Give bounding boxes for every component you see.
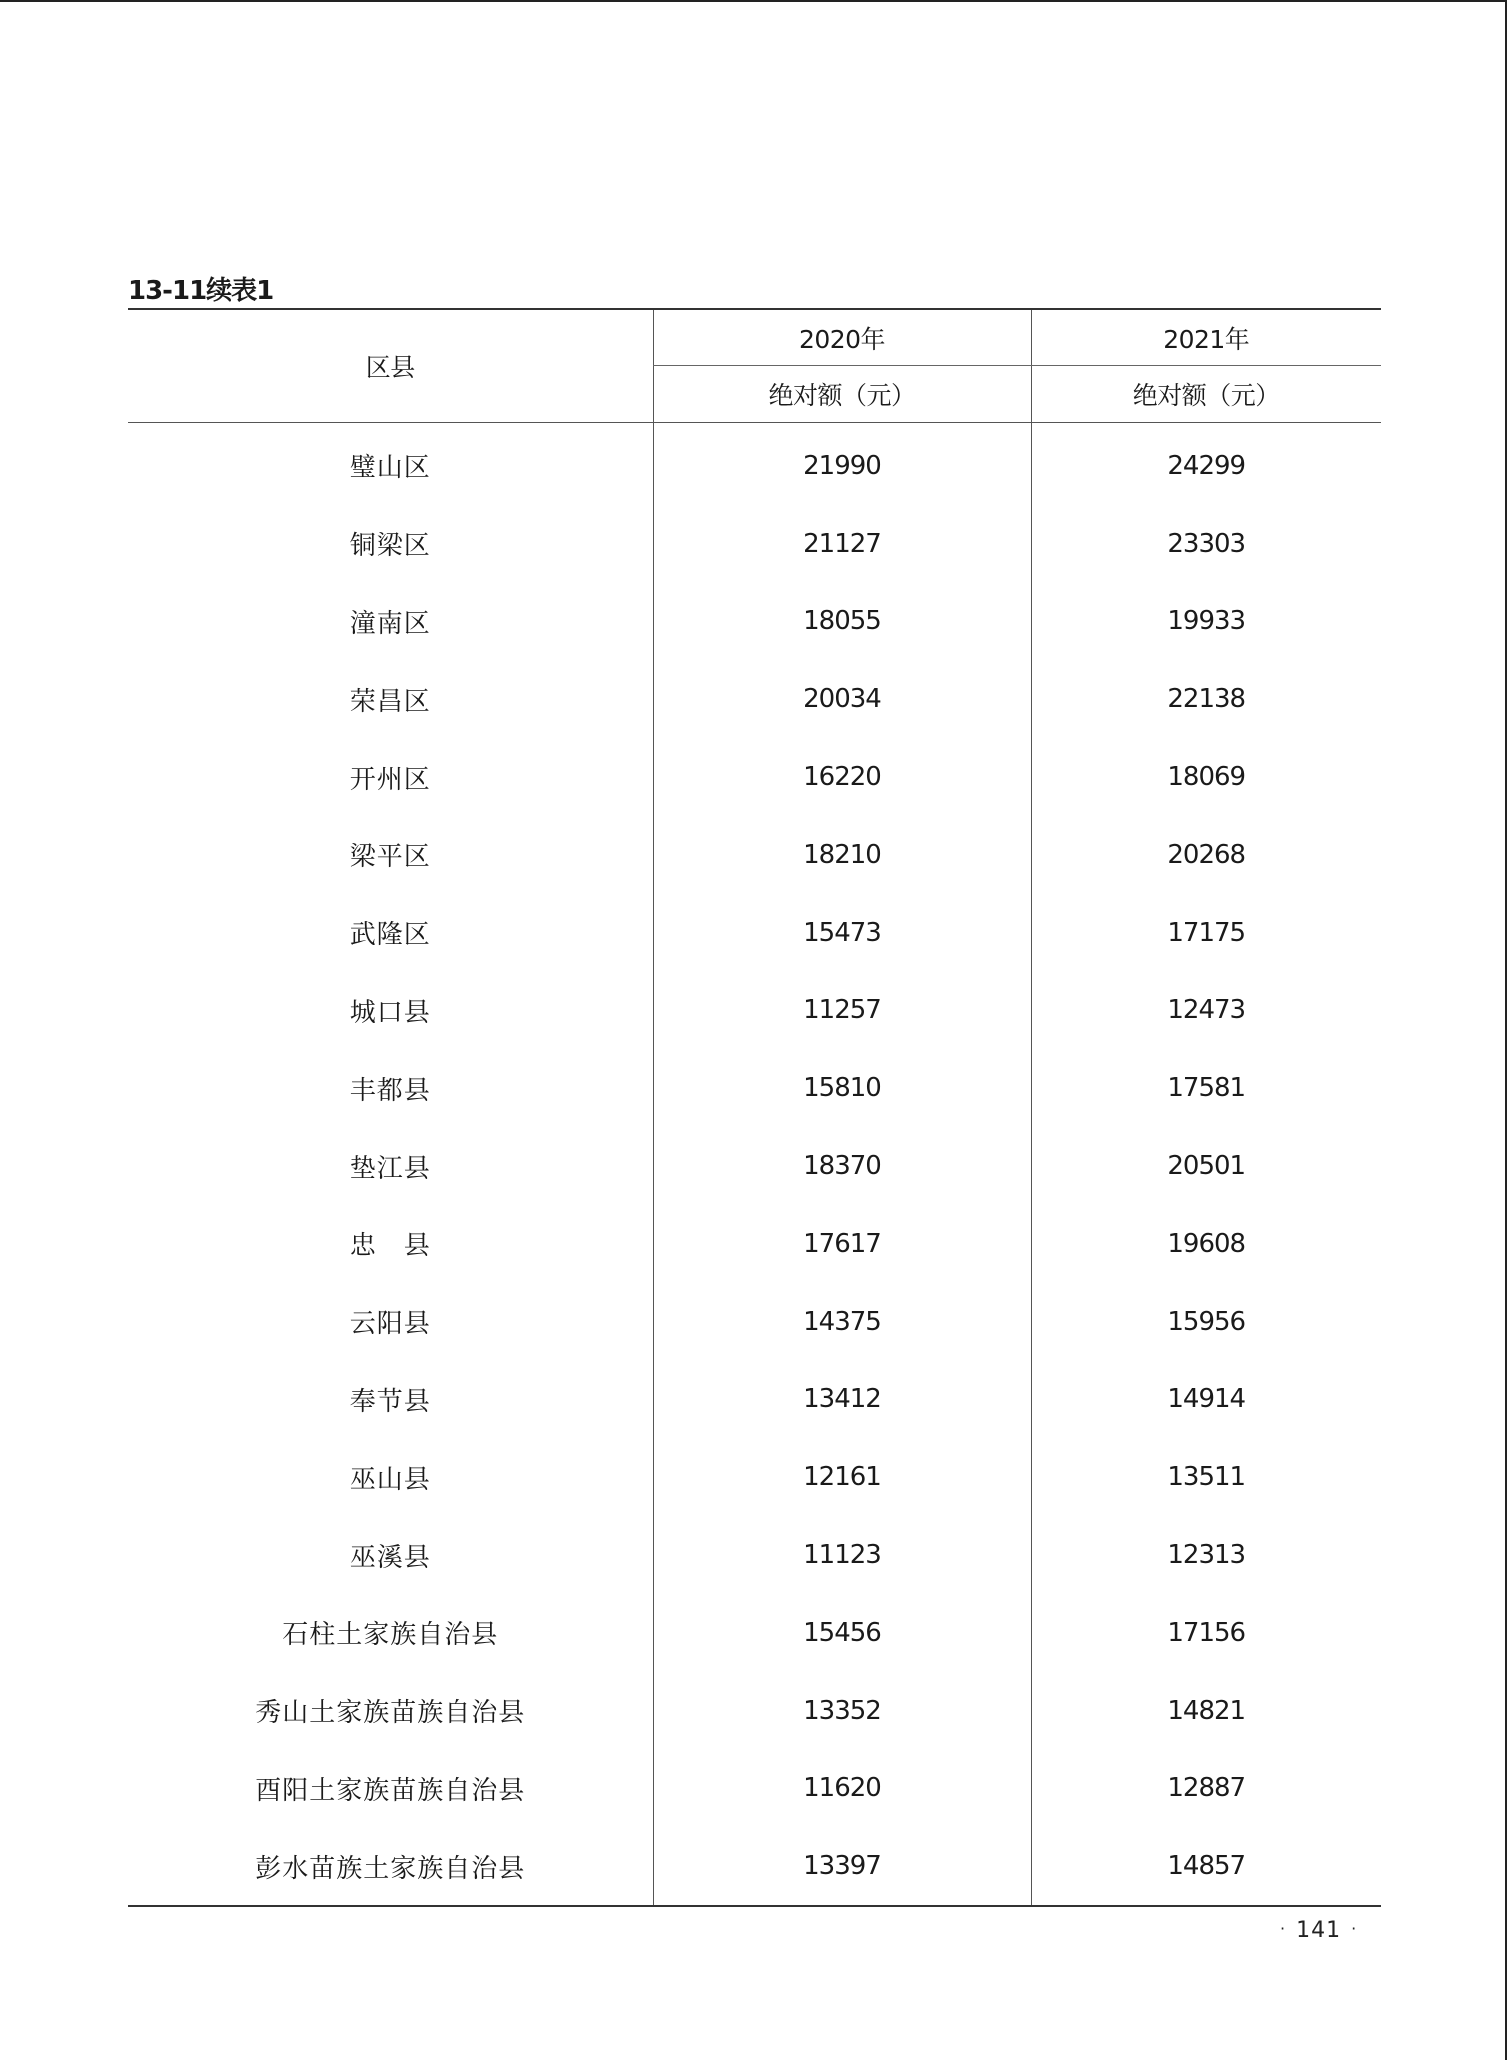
table-row xyxy=(128,423,1381,505)
value-2020-cell: 18210 xyxy=(653,816,1031,894)
region-name-cell: 璧山区 xyxy=(349,453,431,484)
value-2020-cell: 13352 xyxy=(653,1672,1031,1750)
value-2021-cell: 20501 xyxy=(1031,1127,1381,1205)
value-2021-cell: 17581 xyxy=(1031,1049,1381,1127)
table-row xyxy=(128,1361,1381,1439)
region-name-cell: 开州区 xyxy=(349,764,431,795)
value-2021-cell: 14914 xyxy=(1031,1361,1381,1439)
table-row xyxy=(128,1205,1381,1283)
region-name-cell: 巫溪县 xyxy=(349,1542,431,1573)
region-name-cell: 荣昌区 xyxy=(349,686,431,717)
value-2021-cell: 14857 xyxy=(1031,1827,1381,1906)
table-row xyxy=(128,972,1381,1050)
value-2020-cell: 11620 xyxy=(653,1750,1031,1828)
value-2021-cell: 13511 xyxy=(1031,1438,1381,1516)
value-2021-cell: 22138 xyxy=(1031,660,1381,738)
table-row xyxy=(128,1827,1381,1906)
value-2021-cell: 20268 xyxy=(1031,816,1381,894)
data-table-container xyxy=(128,308,1381,1907)
page-number-value: 141 xyxy=(1296,1918,1342,1943)
table-row xyxy=(128,1283,1381,1361)
region-name-cell: 秀山土家族苗族自治县 xyxy=(255,1698,526,1729)
region-name-cell: 云阳县 xyxy=(349,1309,431,1340)
value-2020-cell: 18055 xyxy=(653,583,1031,661)
column-subheader-2020-unit: 绝对额（元） xyxy=(653,366,1031,423)
value-2021-cell: 12313 xyxy=(1031,1516,1381,1594)
region-name-cell: 潼南区 xyxy=(349,608,431,639)
table-header xyxy=(128,309,1381,423)
value-2020-cell: 15456 xyxy=(653,1594,1031,1672)
value-2021-cell: 23303 xyxy=(1031,505,1381,583)
region-name-cell: 酉阳土家族苗族自治县 xyxy=(255,1775,526,1806)
region-name-cell: 彭水苗族土家族自治县 xyxy=(128,1827,653,1906)
value-2020-cell: 20034 xyxy=(653,660,1031,738)
table-row xyxy=(128,583,1381,661)
table-row xyxy=(128,1516,1381,1594)
table-row xyxy=(128,894,1381,972)
value-2020-cell: 15810 xyxy=(653,1049,1031,1127)
column-header-region: 区县 xyxy=(128,309,653,423)
value-2020-cell: 13397 xyxy=(653,1827,1031,1906)
region-name-cell: 城口县 xyxy=(349,997,431,1028)
table-row xyxy=(128,1750,1381,1828)
region-name-cell: 石柱土家族自治县 xyxy=(282,1620,499,1651)
table-body xyxy=(128,423,1381,1907)
value-2021-cell: 12887 xyxy=(1031,1750,1381,1828)
table-row xyxy=(128,1672,1381,1750)
value-2021-cell: 15956 xyxy=(1031,1283,1381,1361)
page-number-dot-right: · xyxy=(1351,1919,1358,1938)
value-2021-cell: 19933 xyxy=(1031,583,1381,661)
table-title: 13-11续表1 xyxy=(128,276,274,306)
value-2020-cell: 12161 xyxy=(653,1438,1031,1516)
value-2020-cell: 21990 xyxy=(653,423,1031,505)
value-2021-cell: 18069 xyxy=(1031,738,1381,816)
value-2020-cell: 15473 xyxy=(653,894,1031,972)
value-2021-cell: 17175 xyxy=(1031,894,1381,972)
page-number-dot-left: · xyxy=(1280,1919,1287,1938)
value-2020-cell: 18370 xyxy=(653,1127,1031,1205)
region-name-cell: 巫山县 xyxy=(349,1464,431,1495)
value-2020-cell: 13412 xyxy=(653,1361,1031,1439)
table-row xyxy=(128,816,1381,894)
column-header-2021: 2021年 xyxy=(1031,309,1381,366)
table-row xyxy=(128,1127,1381,1205)
column-subheader-2021-unit: 绝对额（元） xyxy=(1031,366,1381,423)
table-row xyxy=(128,505,1381,583)
table-row xyxy=(128,660,1381,738)
value-2021-cell: 12473 xyxy=(1031,972,1381,1050)
region-name-cell: 忠 县 xyxy=(349,1231,431,1262)
region-name-cell: 铜梁区 xyxy=(349,531,431,562)
region-name-cell: 丰都县 xyxy=(349,1075,431,1106)
table-row xyxy=(128,738,1381,816)
data-table xyxy=(128,308,1381,1907)
table-row xyxy=(128,1438,1381,1516)
value-2020-cell: 11123 xyxy=(653,1516,1031,1594)
value-2020-cell: 21127 xyxy=(653,505,1031,583)
value-2021-cell: 14821 xyxy=(1031,1672,1381,1750)
column-header-2020: 2020年 xyxy=(653,309,1031,366)
value-2020-cell: 14375 xyxy=(653,1283,1031,1361)
value-2020-cell: 17617 xyxy=(653,1205,1031,1283)
value-2021-cell: 19608 xyxy=(1031,1205,1381,1283)
table-row xyxy=(128,1049,1381,1127)
table-row xyxy=(128,1594,1381,1672)
value-2021-cell: 17156 xyxy=(1031,1594,1381,1672)
value-2021-cell: 24299 xyxy=(1031,423,1381,505)
value-2020-cell: 11257 xyxy=(653,972,1031,1050)
region-name-cell: 奉节县 xyxy=(349,1386,431,1417)
region-name-cell: 梁平区 xyxy=(349,842,431,873)
region-name-cell: 垫江县 xyxy=(349,1153,431,1184)
value-2020-cell: 16220 xyxy=(653,738,1031,816)
page-number xyxy=(1270,1918,1367,1943)
region-name-cell: 武隆区 xyxy=(349,920,431,951)
